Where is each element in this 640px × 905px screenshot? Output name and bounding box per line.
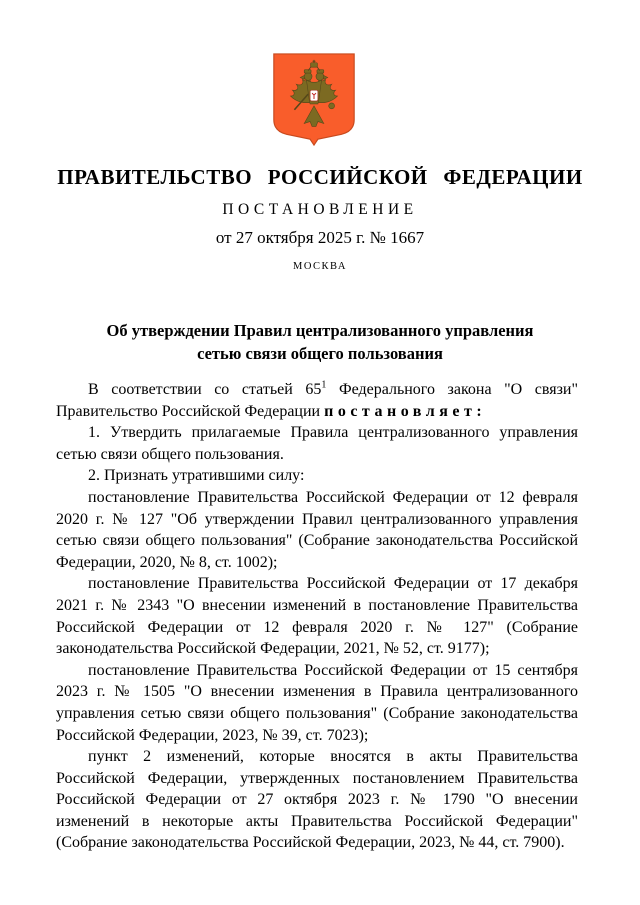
document-type-label: ПОСТАНОВЛЕНИЕ xyxy=(222,201,418,218)
document-body xyxy=(56,379,578,854)
paragraph-item-2: 2. Признать утратившими силу: xyxy=(88,467,305,485)
paragraph-item-1: 1. Утвердить прилагаемые Правила централизованного управления сетью связи общего пользования. xyxy=(56,424,578,463)
coat-of-arms-icon xyxy=(270,51,358,148)
paragraph-repealed-2343: постановление Правительства Российской Федерации от 17 декабря 2021 г. № 2343 "О внесении изменений в постановление Правительства Российской Федерации от 12 февраля 2020 г. № 127" (Собрание законодательства Российской Федерации, 2021, № 52, ст. 9177); xyxy=(56,575,578,658)
coat-of-arms-svg xyxy=(270,51,358,148)
document-date-number: от 27 октября 2025 г. № 1667 xyxy=(215,228,425,247)
intro-text: В соответствии со статьей 65 xyxy=(88,381,322,398)
footnote-superscript: 1 xyxy=(321,379,327,391)
intro-text-continued: Федерального закона "О связи" Правительство Российской Федерации xyxy=(56,381,579,420)
paragraph-repealed-127: постановление Правительства Российской Федерации от 12 февраля 2020 г. № 127 "Об утверждении Правил централизованного управления сетью связи общего пользования" (Собрание законодательства Российской Федерации, 2020, № 8, ст. 1002); xyxy=(56,488,578,571)
document-title-line-2: сетью связи общего пользования xyxy=(197,344,443,363)
document-city: МОСКВА xyxy=(293,261,347,272)
paragraph-intro xyxy=(56,379,578,422)
government-title: ПРАВИТЕЛЬСТВО РОССИЙСКОЙ ФЕДЕРАЦИИ xyxy=(57,165,583,189)
paragraph-repealed-1790: пункт 2 изменений, которые вносятся в акты Правительства Российской Федерации, утвержденных постановлением Правительства Российской Федерации от 27 октября 2023 г. № 1790 "О внесении изменений в некоторые акты Правительства Российской Федерации" (Собрание законодательства Российской Федерации, 2023, № 44, ст. 7900). xyxy=(56,748,578,852)
document-title xyxy=(0,319,640,365)
decree-verb: постановляет: xyxy=(324,402,487,420)
document-title-line-1: Об утверждении Правил централизованного управления xyxy=(106,321,534,340)
paragraph-repealed-1505: постановление Правительства Российской Федерации от 15 сентября 2023 г. № 1505 "О внесении изменения в Правила централизованного управления сетью связи общего пользования" (Собрание законодательства Российской Федерации, 2023, № 39, ст. 7023); xyxy=(56,661,578,744)
